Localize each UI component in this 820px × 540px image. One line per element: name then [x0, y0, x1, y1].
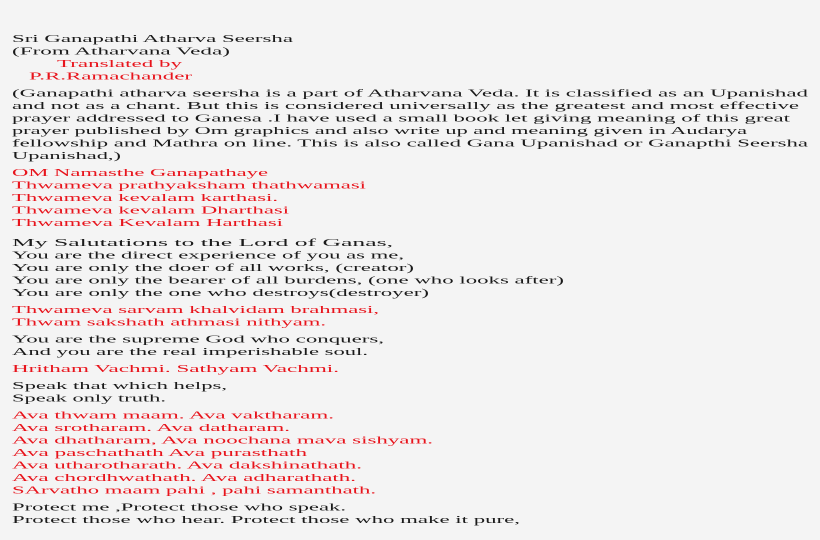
- intro-line: Upanishad,): [12, 150, 122, 162]
- verse-line: Ava utharotharath. Ava dakshinathath.: [12, 459, 363, 472]
- meaning-line: Speak that which helps,: [12, 380, 228, 392]
- verse-line: Ava paschathath Ava purasthath: [12, 447, 309, 459]
- meaning-line: Protect me ,Protect those who speak.: [12, 501, 347, 514]
- meaning-line: Protect those who hear. Protect those who make it pure,: [12, 514, 521, 526]
- document-source: (From Atharvana Veda): [12, 45, 231, 58]
- document-title: Sri Ganapathi Atharva Seersha: [12, 33, 294, 45]
- verse-4: [12, 410, 434, 497]
- header: [12, 33, 293, 83]
- verse-line: Ava thwam maam. Ava vaktharam.: [12, 409, 335, 422]
- verse-3: Hritham Vachmi. Sathyam Vachmi.: [12, 363, 340, 375]
- intro-line: fellowship and Mathra on line. This is also called Gana Upanishad or Ganapthi Seersha: [12, 137, 809, 150]
- meaning-2: [12, 334, 385, 359]
- intro-line: (Ganapathi atharva seersha is a part of Atharvana Veda. It is classified as an Upanishad: [12, 87, 810, 100]
- intro-line: prayer addressed to Ganesa .I have used a small book let giving meaning of this great: [12, 112, 790, 125]
- verse-line: Ava chordhwathath. Ava adharathath.: [12, 472, 357, 484]
- verse-line: Thwameva sarvam khalvidam brahmasi,: [12, 304, 380, 316]
- meaning-line: You are only the bearer of all burdens, (one who looks after): [12, 274, 565, 287]
- meaning-line: My Salutations to the Lord of Ganas,: [12, 237, 394, 249]
- verse-line: Thwameva kevalam Dharthasi: [12, 204, 290, 217]
- verse-line: Ava srotharam. Ava datharam.: [12, 422, 291, 434]
- meaning-line: And you are the real imperishable soul.: [12, 346, 369, 358]
- verse-line: OM Namasthe Ganapathaye: [12, 167, 269, 179]
- translator-name: P.R.Ramachander: [29, 70, 193, 83]
- verse-2: [12, 304, 380, 329]
- meaning-line: Speak only truth.: [12, 392, 167, 405]
- meaning-4: [12, 502, 520, 527]
- meaning-line: You are only the one who destroys(destroyer): [12, 287, 430, 299]
- meaning-line: You are the direct experience of you as me,: [12, 249, 405, 262]
- verse-line: SArvatho maam pahi , pahi samanthath.: [12, 484, 377, 497]
- meaning-3: [12, 380, 228, 405]
- verse-line: Ava dhatharam, Ava noochana mava sishyam.: [12, 434, 434, 447]
- verse-line: Thwameva Kevalam Harthasi: [12, 217, 283, 229]
- meaning-line: You are the supreme God who conquers,: [12, 333, 385, 346]
- intro-line: and not as a chant. But this is considered universally as the greatest and most effective: [12, 100, 800, 112]
- translated-by-label: Translated by: [57, 58, 184, 70]
- meaning-line: You are only the doer of all works, (creator): [12, 262, 415, 274]
- verse-line: Thwameva prathyaksham thathwamasi: [12, 179, 367, 192]
- verse-line: Thwameva kevalam karthasi.: [12, 192, 279, 204]
- verse-1: [12, 167, 366, 229]
- intro-line: prayer published by Om graphics and also write up and meaning given in Audarya: [12, 125, 748, 137]
- meaning-1: [12, 237, 565, 299]
- intro-paragraph: [12, 88, 809, 163]
- verse-line: Thwam sakshath athmasi nithyam.: [12, 316, 327, 329]
